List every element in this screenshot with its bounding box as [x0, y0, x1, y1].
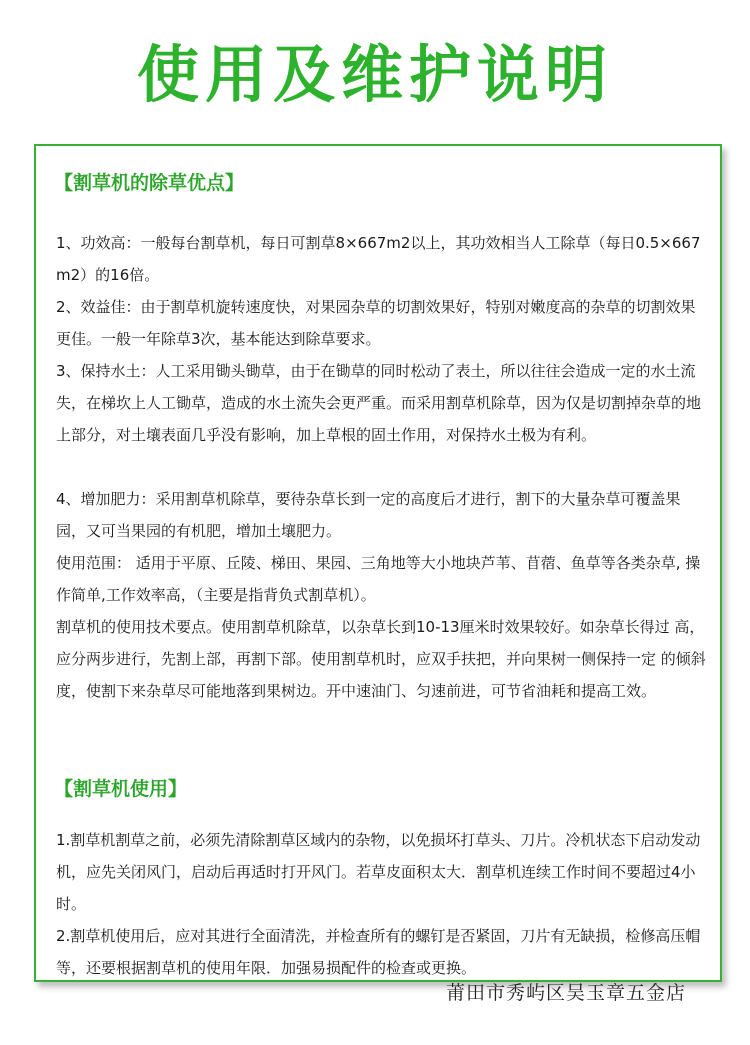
- section-heading-advantages: 【割草机的除草优点】: [54, 172, 245, 194]
- section-heading-usage: 【割草机使用】: [54, 778, 188, 800]
- paragraph-technique: 割草机的使用技术要点。使用割草机除草，以杂草长到10-13厘米时效果较好。如杂草长得过 高，应分两步进行，先割上部，再割下部。使用割草机时，应双手扶把，并向果树一侧保持一定 的倾斜度，使割下来杂草尽可能地落到果树边。开中速油门、匀速前进，可节省油耗和提高工效。: [56, 618, 706, 700]
- paragraph-after-use: 2.割草机使用后，应对其进行全面清洗，并检查所有的螺钉是否紧固，刀片有无缺损，检修高压帽等，还要根据割草机的使用年限．加强易损配件的检查或更换。: [56, 927, 701, 977]
- shop-watermark: 莆田市秀屿区吴玉章五金店: [446, 982, 687, 1004]
- paragraph-before-use: 1.割草机割草之前，必须先清除割草区域内的杂物，以免损坏打草头、刀片。冷机状态下启动发动机，应先关闭风门，启动后再适时打开风门。若草皮面积太大．割草机连续工作时间不要超过4小时。: [56, 831, 701, 913]
- paragraph-soil: 3、保持水土：人工采用锄头锄草，由于在锄草的同时松动了表土，所以往往会造成一定的水土流失，在梯坎上人工锄草，造成的水土流失会更严重。而采用割草机除草，因为仅是切割掉杂草的地上部分，对土壤表面几乎没有影响，加上草根的固土作用，对保持水土极为有利。: [56, 362, 702, 444]
- paragraph-fertility: 4、增加肥力：采用割草机除草，要待杂草长到一定的高度后才进行，割下的大量杂草可覆盖果园，又可当果园的有机肥，增加土壤肥力。: [56, 490, 681, 540]
- paragraph-scope: 使用范围： 适用于平原、丘陵、梯田、果园、三角地等大小地块芦苇、苜蓿、鱼草等各类杂草, 操作简单,工作效率高，（主要是指背负式割草机）。: [56, 554, 701, 604]
- paragraph-benefit: 2、效益佳：由于割草机旋转速度快，对果园杂草的切割效果好，特别对嫩度高的杂草的切割效果更佳。一般一年除草3次，基本能达到除草要求。: [56, 298, 696, 348]
- instructions-card: [34, 144, 722, 982]
- page-title: 使用及维护说明: [136, 38, 613, 111]
- paragraph-efficiency: 1、功效高：一般每台割草机，每日可割草8×667m2以上，其功效相当人工除草（每日0.5×667m2）的16倍。: [56, 234, 701, 284]
